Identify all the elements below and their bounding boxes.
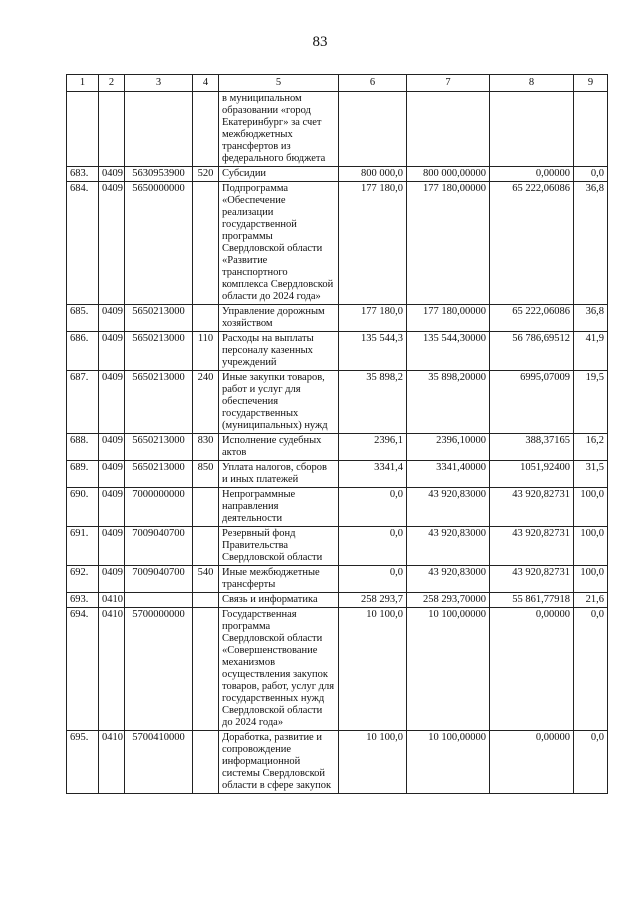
cell-section-code: 0409 — [99, 461, 125, 488]
table-row — [67, 527, 608, 566]
cell-percent-executed: 21,6 — [574, 593, 608, 608]
cell-percent-executed: 19,5 — [574, 371, 608, 434]
cell-expense-type — [193, 527, 219, 566]
cell-target-article: 7009040700 — [125, 566, 193, 593]
header-cell-expense-type: 4 — [193, 75, 219, 92]
cell-target-article: 5650213000 — [125, 434, 193, 461]
cell-plan-amount: 43 920,83000 — [407, 527, 490, 566]
cell-executed-amount: 65 222,06086 — [490, 305, 574, 332]
table-row — [67, 593, 608, 608]
cell-percent-executed — [574, 92, 608, 167]
cell-item-name: в муниципальном образовании «город Екатеринбург» за счет межбюджетных трансфертов из федерального бюджета — [219, 92, 339, 167]
cell-target-article: 5650213000 — [125, 371, 193, 434]
header-cell-target-article: 3 — [125, 75, 193, 92]
cell-plan-amount: 800 000,00000 — [407, 167, 490, 182]
cell-expense-type — [193, 731, 219, 794]
cell-item-name: Государственная программа Свердловской области «Совершенствование механизмов осуществления закупок товаров, работ, услуг для государственных нужд Свердловской области до 2024 года» — [219, 608, 339, 731]
cell-expense-type: 110 — [193, 332, 219, 371]
table-body — [67, 92, 608, 794]
cell-percent-executed: 41,9 — [574, 332, 608, 371]
table-row — [67, 434, 608, 461]
cell-executed-amount: 55 861,77918 — [490, 593, 574, 608]
cell-item-name: Управление дорожным хозяйством — [219, 305, 339, 332]
cell-target-article — [125, 593, 193, 608]
cell-section-code: 0409 — [99, 305, 125, 332]
cell-executed-amount: 43 920,82731 — [490, 527, 574, 566]
header-cell-plan-amount: 7 — [407, 75, 490, 92]
cell-plan-amount: 177 180,00000 — [407, 305, 490, 332]
page-number: 83 — [312, 34, 328, 50]
cell-row-number: 691. — [67, 527, 99, 566]
cell-plan-amount: 2396,10000 — [407, 434, 490, 461]
cell-percent-executed: 100,0 — [574, 488, 608, 527]
cell-expense-type — [193, 488, 219, 527]
cell-expense-type: 240 — [193, 371, 219, 434]
cell-approved-amount: 10 100,0 — [339, 731, 407, 794]
cell-executed-amount: 0,00000 — [490, 731, 574, 794]
cell-plan-amount: 3341,40000 — [407, 461, 490, 488]
cell-section-code: 0409 — [99, 371, 125, 434]
header-cell-row-number: 1 — [67, 75, 99, 92]
cell-plan-amount: 35 898,20000 — [407, 371, 490, 434]
table-row — [67, 92, 608, 167]
cell-expense-type: 540 — [193, 566, 219, 593]
cell-row-number: 683. — [67, 167, 99, 182]
cell-executed-amount — [490, 92, 574, 167]
cell-executed-amount: 56 786,69512 — [490, 332, 574, 371]
table-row — [67, 182, 608, 305]
cell-target-article: 5700000000 — [125, 608, 193, 731]
cell-item-name: Подпрограмма «Обеспечение реализации государственной программы Свердловской области «Развитие транспортного комплекса Свердловской области до 2024 года» — [219, 182, 339, 305]
cell-executed-amount: 1051,92400 — [490, 461, 574, 488]
header-row — [67, 75, 608, 92]
cell-row-number: 686. — [67, 332, 99, 371]
cell-item-name: Доработка, развитие и сопровождение информационной системы Свердловской области в сфере закупок — [219, 731, 339, 794]
cell-approved-amount: 800 000,0 — [339, 167, 407, 182]
cell-target-article: 5650213000 — [125, 305, 193, 332]
cell-row-number: 689. — [67, 461, 99, 488]
cell-target-article: 5650213000 — [125, 461, 193, 488]
cell-executed-amount: 388,37165 — [490, 434, 574, 461]
table-row — [67, 488, 608, 527]
cell-row-number: 692. — [67, 566, 99, 593]
cell-percent-executed: 36,8 — [574, 305, 608, 332]
header-cell-item-name: 5 — [219, 75, 339, 92]
cell-row-number — [67, 92, 99, 167]
cell-item-name: Непрограммные направления деятельности — [219, 488, 339, 527]
cell-plan-amount: 258 293,70000 — [407, 593, 490, 608]
cell-plan-amount: 177 180,00000 — [407, 182, 490, 305]
cell-percent-executed: 16,2 — [574, 434, 608, 461]
cell-approved-amount: 258 293,7 — [339, 593, 407, 608]
cell-plan-amount: 43 920,83000 — [407, 488, 490, 527]
cell-section-code: 0409 — [99, 332, 125, 371]
cell-percent-executed: 0,0 — [574, 167, 608, 182]
table-row — [67, 731, 608, 794]
cell-item-name: Расходы на выплаты персоналу казенных учреждений — [219, 332, 339, 371]
cell-target-article: 7000000000 — [125, 488, 193, 527]
table-row — [67, 332, 608, 371]
table-row — [67, 371, 608, 434]
cell-item-name: Иные закупки товаров, работ и услуг для обеспечения государственных (муниципальных) нужд — [219, 371, 339, 434]
cell-item-name: Субсидии — [219, 167, 339, 182]
cell-target-article: 5700410000 — [125, 731, 193, 794]
cell-executed-amount: 0,00000 — [490, 608, 574, 731]
cell-section-code: 0409 — [99, 488, 125, 527]
cell-percent-executed: 0,0 — [574, 731, 608, 794]
cell-expense-type — [193, 182, 219, 305]
cell-row-number: 684. — [67, 182, 99, 305]
cell-approved-amount: 35 898,2 — [339, 371, 407, 434]
cell-expense-type: 850 — [193, 461, 219, 488]
cell-executed-amount: 43 920,82731 — [490, 566, 574, 593]
cell-approved-amount: 2396,1 — [339, 434, 407, 461]
cell-executed-amount: 65 222,06086 — [490, 182, 574, 305]
cell-row-number: 695. — [67, 731, 99, 794]
cell-approved-amount: 10 100,0 — [339, 608, 407, 731]
cell-target-article — [125, 92, 193, 167]
cell-expense-type — [193, 608, 219, 731]
cell-item-name: Резервный фонд Правительства Свердловской области — [219, 527, 339, 566]
cell-item-name: Связь и информатика — [219, 593, 339, 608]
cell-expense-type: 830 — [193, 434, 219, 461]
cell-approved-amount: 177 180,0 — [339, 305, 407, 332]
cell-section-code: 0409 — [99, 167, 125, 182]
cell-plan-amount: 10 100,00000 — [407, 608, 490, 731]
cell-target-article: 5650000000 — [125, 182, 193, 305]
cell-plan-amount — [407, 92, 490, 167]
cell-expense-type — [193, 92, 219, 167]
cell-section-code: 0409 — [99, 182, 125, 305]
table-row — [67, 305, 608, 332]
cell-approved-amount: 0,0 — [339, 566, 407, 593]
cell-executed-amount: 43 920,82731 — [490, 488, 574, 527]
cell-section-code: 0409 — [99, 566, 125, 593]
cell-row-number: 685. — [67, 305, 99, 332]
table-row — [67, 566, 608, 593]
cell-approved-amount: 177 180,0 — [339, 182, 407, 305]
cell-percent-executed: 36,8 — [574, 182, 608, 305]
cell-section-code: 0409 — [99, 434, 125, 461]
cell-expense-type — [193, 305, 219, 332]
cell-row-number: 687. — [67, 371, 99, 434]
cell-approved-amount: 3341,4 — [339, 461, 407, 488]
cell-section-code: 0409 — [99, 527, 125, 566]
cell-plan-amount: 43 920,83000 — [407, 566, 490, 593]
cell-item-name: Исполнение судебных актов — [219, 434, 339, 461]
cell-plan-amount: 135 544,30000 — [407, 332, 490, 371]
table-row — [67, 608, 608, 731]
cell-approved-amount: 135 544,3 — [339, 332, 407, 371]
cell-approved-amount: 0,0 — [339, 527, 407, 566]
cell-section-code — [99, 92, 125, 167]
cell-row-number: 693. — [67, 593, 99, 608]
header-cell-executed-amount: 8 — [490, 75, 574, 92]
cell-item-name: Уплата налогов, сборов и иных платежей — [219, 461, 339, 488]
cell-row-number: 690. — [67, 488, 99, 527]
cell-plan-amount: 10 100,00000 — [407, 731, 490, 794]
cell-row-number: 688. — [67, 434, 99, 461]
cell-percent-executed: 31,5 — [574, 461, 608, 488]
cell-target-article: 5650213000 — [125, 332, 193, 371]
cell-executed-amount: 0,00000 — [490, 167, 574, 182]
cell-percent-executed: 100,0 — [574, 527, 608, 566]
cell-percent-executed: 0,0 — [574, 608, 608, 731]
cell-item-name: Иные межбюджетные трансферты — [219, 566, 339, 593]
table-row — [67, 167, 608, 182]
cell-approved-amount: 0,0 — [339, 488, 407, 527]
table-row — [67, 461, 608, 488]
cell-section-code: 0410 — [99, 731, 125, 794]
cell-section-code: 0410 — [99, 608, 125, 731]
cell-target-article: 5630953900 — [125, 167, 193, 182]
cell-approved-amount — [339, 92, 407, 167]
header-cell-approved-amount: 6 — [339, 75, 407, 92]
cell-percent-executed: 100,0 — [574, 566, 608, 593]
cell-target-article: 7009040700 — [125, 527, 193, 566]
header-cell-percent-executed: 9 — [574, 75, 608, 92]
header-cell-section-code: 2 — [99, 75, 125, 92]
cell-expense-type — [193, 593, 219, 608]
cell-expense-type: 520 — [193, 167, 219, 182]
cell-row-number: 694. — [67, 608, 99, 731]
cell-executed-amount: 6995,07009 — [490, 371, 574, 434]
budget-table — [66, 74, 608, 794]
cell-section-code: 0410 — [99, 593, 125, 608]
